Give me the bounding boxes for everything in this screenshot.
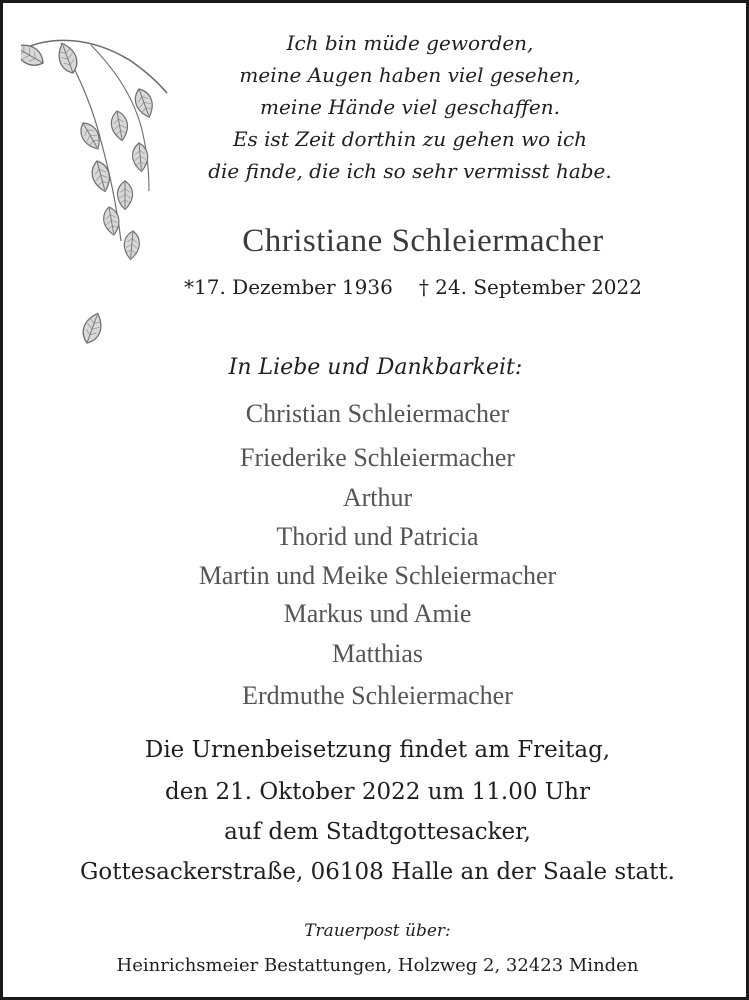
- mourner-name: Erdmuthe Schleiermacher: [242, 681, 513, 710]
- funeral-info-line: auf dem Stadtgottesacker,: [224, 819, 531, 845]
- life-dates: [83, 275, 743, 299]
- condolence-label: Trauerpost über:: [304, 921, 451, 941]
- deceased-name: Christiane Schleiermacher: [242, 223, 604, 259]
- poem-line: meine Augen haben viel gesehen,: [239, 63, 581, 87]
- mourner-name: Arthur: [342, 483, 413, 512]
- mourners-heading: In Liebe und Dankbarkeit:: [228, 355, 523, 380]
- mourner-name: Markus und Amie: [283, 599, 472, 628]
- poem-line: die finde, die ich so sehr vermisst habe.: [208, 159, 612, 183]
- mourner-name: Martin und Meike Schleiermacher: [198, 561, 557, 590]
- poem-line: Ich bin müde geworden,: [286, 31, 534, 55]
- funeral-info-line: Gottesackerstraße, 06108 Halle an der Saale statt.: [80, 859, 675, 885]
- funeral-info-line: den 21. Oktober 2022 um 11.00 Uhr: [165, 779, 590, 805]
- birth-date: *17. Dezember 1936: [184, 275, 393, 299]
- condolence-address: Heinrichsmeier Bestattungen, Holzweg 2, 32423 Minden: [116, 955, 639, 976]
- poem-line: meine Hände viel geschaffen.: [260, 95, 560, 119]
- mourner-name: Matthias: [332, 639, 423, 668]
- mourner-name: Thorid und Patricia: [276, 522, 479, 551]
- mourner-name: Christian Schleiermacher: [245, 399, 510, 428]
- death-date: † 24. September 2022: [418, 275, 642, 299]
- mourner-name: Friederike Schleiermacher: [239, 443, 516, 472]
- poem-line: Es ist Zeit dorthin zu gehen wo ich: [232, 127, 588, 151]
- funeral-info-line: Die Urnenbeisetzung findet am Freitag,: [144, 737, 611, 763]
